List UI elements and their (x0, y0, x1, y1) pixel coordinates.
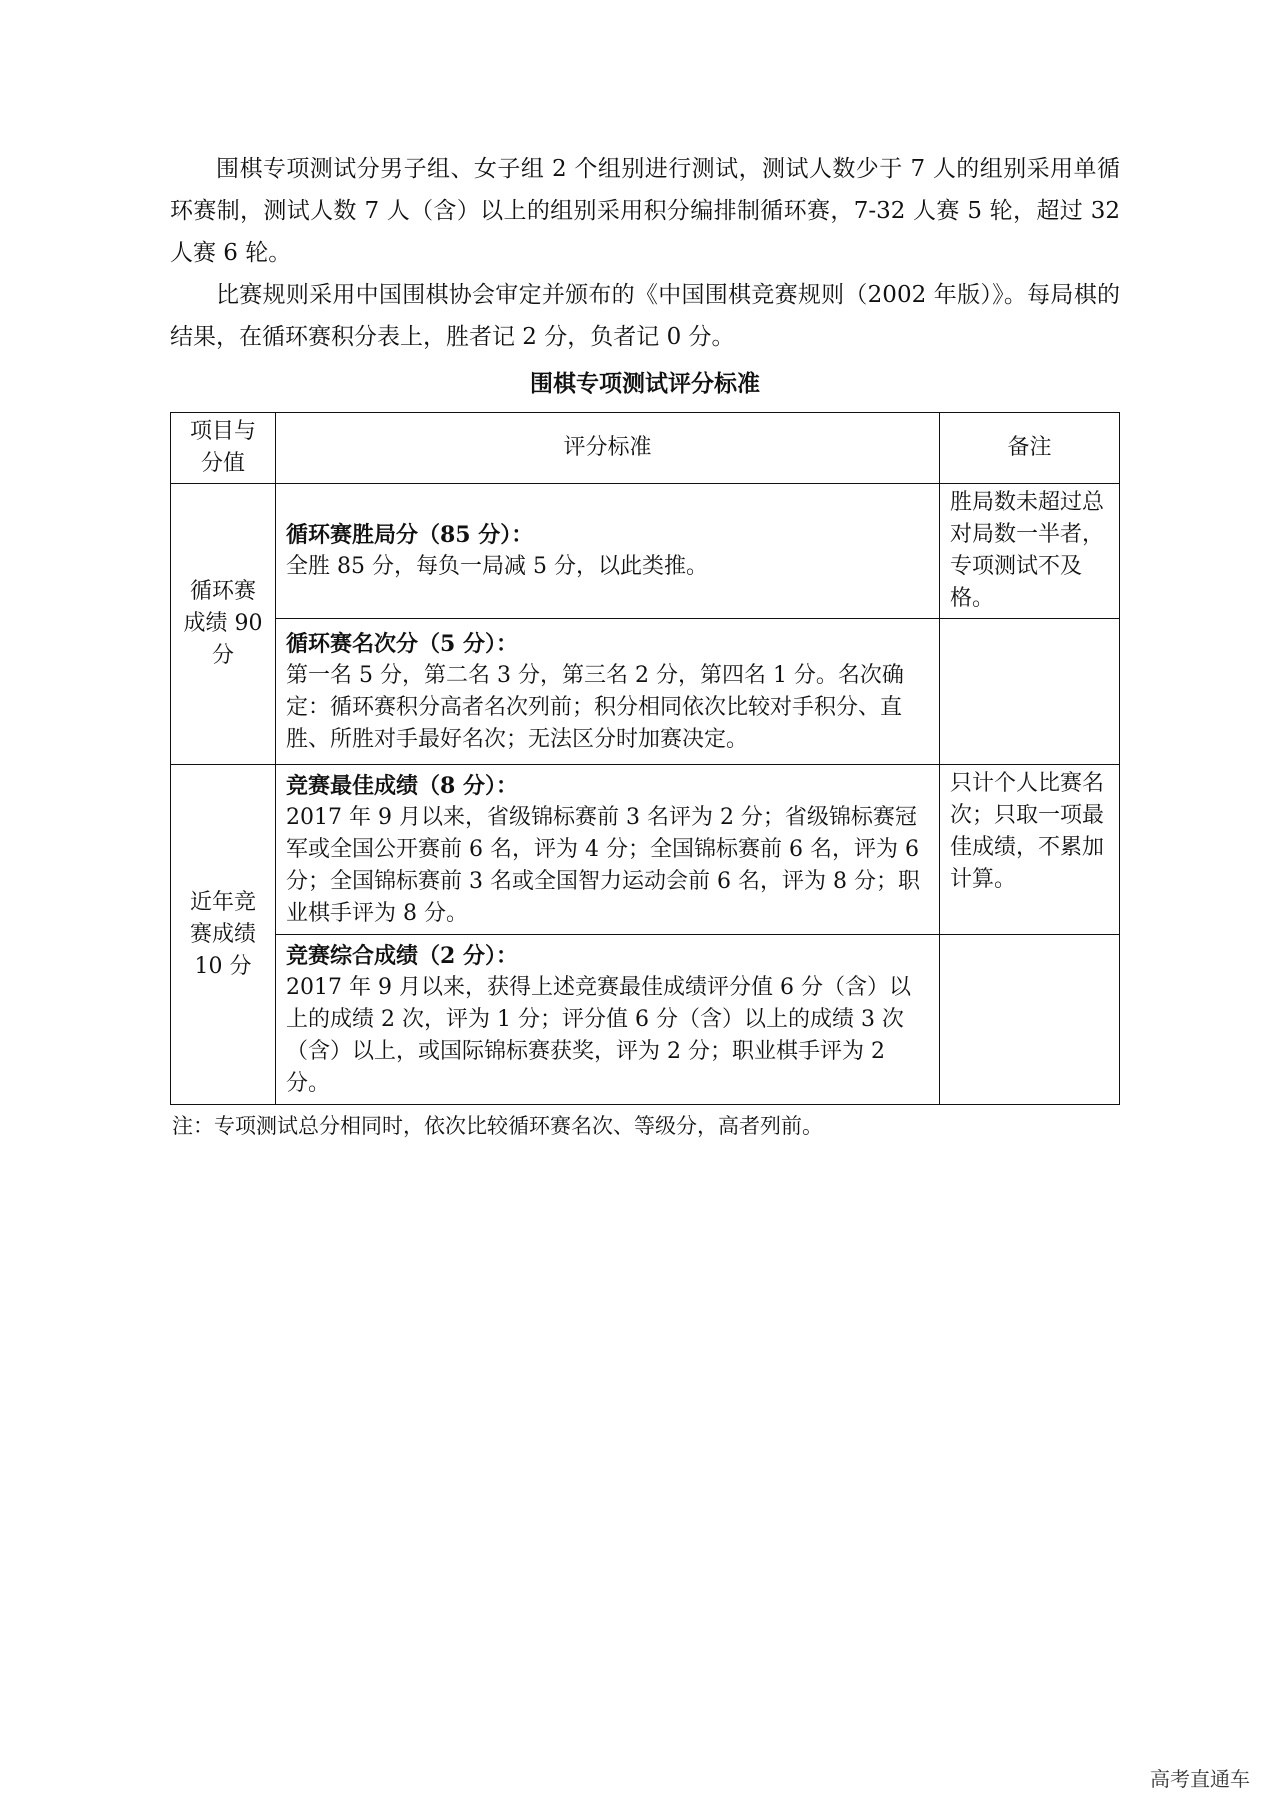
criteria-title: 竞赛综合成绩（2 分）： (286, 942, 518, 969)
criteria-title: 循环赛名次分（5 分）： (286, 630, 518, 657)
criteria-cell (276, 484, 940, 619)
header-note: 备注 (940, 413, 1120, 484)
criteria-cell (276, 935, 940, 1105)
paragraph-rules: 比赛规则采用中国围棋协会审定并颁布的《中国围棋竞赛规则（2002 年版）》。每局棋的结果，在循环赛积分表上，胜者记 2 分，负者记 0 分。 (170, 282, 1120, 350)
watermark-text: 高考直通车 (1150, 1767, 1250, 1791)
criteria-title: 竞赛最佳成绩（8 分）： (286, 772, 518, 799)
table-title: 围棋专项测试评分标准 (530, 370, 760, 397)
item-recent-results: 近年竞赛成绩 10 分 (171, 765, 276, 1105)
criteria-body: 第一名 5 分，第二名 3 分，第三名 2 分，第四名 1 分。名次确定：循环赛积分高者名次列前；积分相同依次比较对手积分、直胜、所胜对手最好名次；无法区分时加赛决定。 (286, 662, 904, 752)
table-row (171, 765, 1120, 935)
table-row (171, 935, 1120, 1105)
item-round-robin: 循环赛成绩 90 分 (171, 484, 276, 765)
criteria-cell (276, 619, 940, 765)
criteria-body: 全胜 85 分，每负一局减 5 分，以此类推。 (286, 554, 708, 579)
note-cell: 只计个人比赛名次；只取一项最佳成绩，不累加计算。 (940, 765, 1120, 935)
note-cell (940, 619, 1120, 765)
criteria-body: 2017 年 9 月以来，省级锦标赛前 3 名评为 2 分；省级锦标赛冠军或全国公开赛前 6 名，评为 4 分；全国锦标赛前 6 名，评为 6 分；全国锦标赛前 3 名或全国智力运动会前 6 名，评为 8 分；职业棋手评为 8 分。 (286, 804, 920, 926)
note-cell (940, 935, 1120, 1105)
document-page (170, 148, 1120, 1143)
table-footnote: 注：专项测试总分相同时，依次比较循环赛名次、等级分，高者列前。 (172, 1114, 823, 1138)
table-row (171, 619, 1120, 765)
table-row (171, 484, 1120, 619)
criteria-title: 循环赛胜局分（85 分）： (286, 522, 534, 548)
paragraph-test-format: 围棋专项测试分男子组、女子组 2 个组别进行测试，测试人数少于 7 人的组别采用单循环赛制，测试人数 7 人（含）以上的组别采用积分编排制循环赛，7-32 人赛 5 轮，超过 32 人赛 6 轮。 (170, 156, 1120, 266)
header-criteria: 评分标准 (276, 413, 940, 484)
criteria-cell (276, 765, 940, 935)
table-header-row (171, 413, 1120, 484)
header-item: 项目与分值 (171, 413, 276, 484)
scoring-table (170, 412, 1120, 1105)
note-cell: 胜局数未超过总对局数一半者，专项测试不及格。 (940, 484, 1120, 619)
criteria-body: 2017 年 9 月以来，获得上述竞赛最佳成绩评分值 6 分（含）以上的成绩 2 次，评为 1 分；评分值 6 分（含）以上的成绩 3 次（含）以上，或国际锦标赛获奖，评为 2 分；职业棋手评为 2 分。 (286, 974, 911, 1096)
